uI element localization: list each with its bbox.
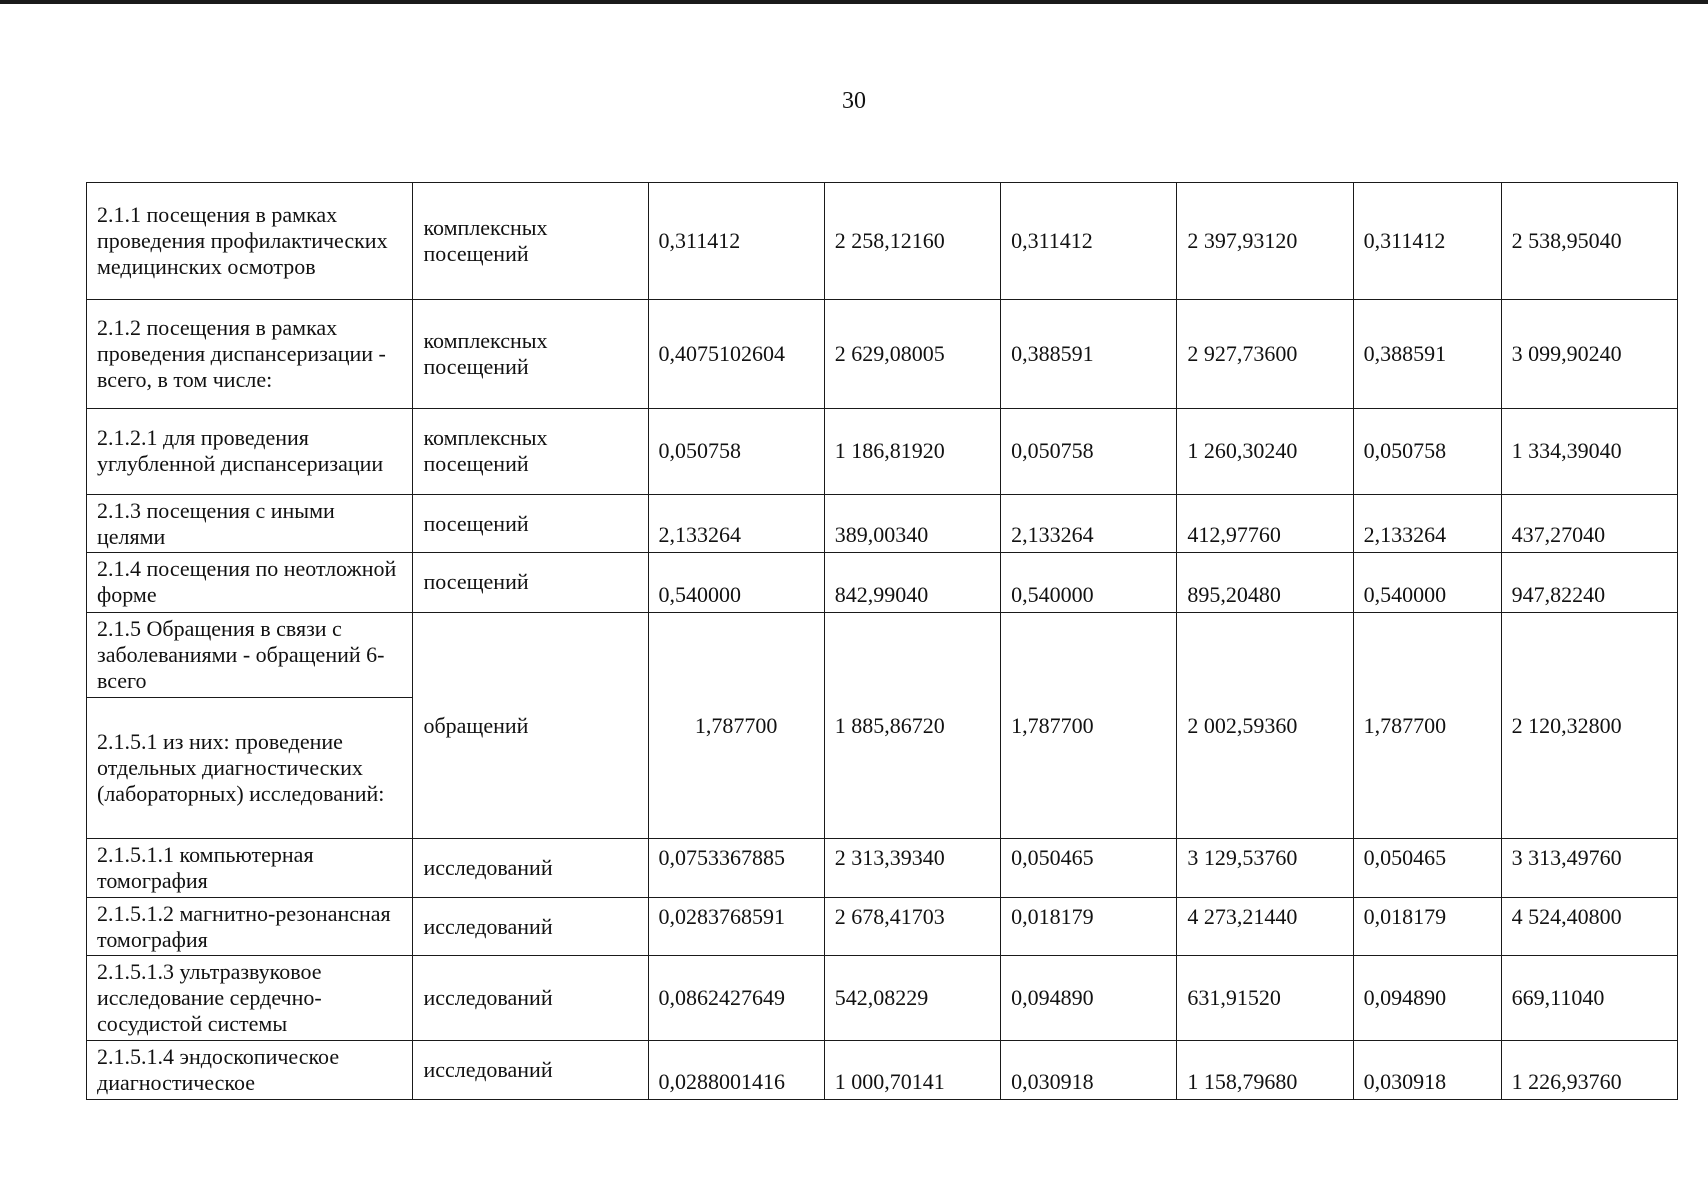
- row-value: 2,133264: [1001, 494, 1177, 552]
- row-value: 0,050758: [1353, 408, 1501, 494]
- row-value: 1 000,70141: [824, 1041, 1000, 1100]
- row-value: 1,787700: [648, 612, 824, 839]
- row-value: 1 158,79680: [1177, 1041, 1353, 1100]
- row-value: 0,018179: [1001, 897, 1177, 955]
- row-unit: исследований: [413, 839, 648, 897]
- row-value: 3 129,53760: [1177, 839, 1353, 897]
- row-value: 669,11040: [1501, 956, 1677, 1041]
- table-row: [87, 183, 1678, 300]
- row-value: 1 334,39040: [1501, 408, 1677, 494]
- row-value: 0,4075102604: [648, 299, 824, 408]
- row-value: 0,311412: [648, 183, 824, 300]
- row-unit: комплексных посещений: [413, 299, 648, 408]
- table-row: [87, 897, 1678, 955]
- row-value: 0,050758: [1001, 408, 1177, 494]
- row-name: 2.1.5.1.4 эндоскопическое диагностическое: [87, 1041, 413, 1100]
- row-value: 1 260,30240: [1177, 408, 1353, 494]
- row-unit: обращений: [413, 612, 648, 839]
- row-name: 2.1.2 посещения в рамках проведения диспансеризации - всего, в том числе:: [87, 299, 413, 408]
- row-unit: исследований: [413, 1041, 648, 1100]
- row-value: 0,0288001416: [648, 1041, 824, 1100]
- row-value: 895,20480: [1177, 553, 1353, 612]
- row-value: 3 099,90240: [1501, 299, 1677, 408]
- row-value: 542,08229: [824, 956, 1000, 1041]
- row-value: 3 313,49760: [1501, 839, 1677, 897]
- row-name-sub: 2.1.5.1 из них: проведение отдельных диагностических (лабораторных) исследований:: [87, 697, 413, 839]
- row-name: 2.1.5.1.1 компьютерная томография: [87, 839, 413, 897]
- row-value: 0,094890: [1001, 956, 1177, 1041]
- row-unit: посещений: [413, 494, 648, 552]
- row-value: 0,388591: [1353, 299, 1501, 408]
- row-value: 2 002,59360: [1177, 612, 1353, 839]
- table-row: [87, 839, 1678, 897]
- row-value: 0,311412: [1353, 183, 1501, 300]
- row-value: 2 678,41703: [824, 897, 1000, 955]
- row-value: 0,050758: [648, 408, 824, 494]
- table-row: [87, 612, 1678, 697]
- row-value: 842,99040: [824, 553, 1000, 612]
- row-value: 2 120,32800: [1501, 612, 1677, 839]
- row-value: 437,27040: [1501, 494, 1677, 552]
- row-value: 0,540000: [648, 553, 824, 612]
- table-row: [87, 553, 1678, 612]
- row-value: 0,388591: [1001, 299, 1177, 408]
- row-value: 0,540000: [1353, 553, 1501, 612]
- row-value: 0,0862427649: [648, 956, 824, 1041]
- row-value: 0,0283768591: [648, 897, 824, 955]
- row-value: 2 313,39340: [824, 839, 1000, 897]
- table-row: [87, 956, 1678, 1041]
- row-unit: комплексных посещений: [413, 183, 648, 300]
- table-row: [87, 494, 1678, 552]
- row-value: 2,133264: [1353, 494, 1501, 552]
- row-value: 412,97760: [1177, 494, 1353, 552]
- row-value: 4 273,21440: [1177, 897, 1353, 955]
- row-value: 0,050465: [1353, 839, 1501, 897]
- page-number: 30: [842, 88, 866, 114]
- row-value: 0,030918: [1001, 1041, 1177, 1100]
- row-value: 947,82240: [1501, 553, 1677, 612]
- row-value: 0,018179: [1353, 897, 1501, 955]
- row-value: 1 186,81920: [824, 408, 1000, 494]
- row-name: 2.1.3 посещения с иными целями: [87, 494, 413, 552]
- row-unit: комплексных посещений: [413, 408, 648, 494]
- row-value: 1 226,93760: [1501, 1041, 1677, 1100]
- row-value: 2 538,95040: [1501, 183, 1677, 300]
- row-name: 2.1.5.1.3 ультразвуковое исследование сердечно-сосудистой системы: [87, 956, 413, 1041]
- row-value: 0,030918: [1353, 1041, 1501, 1100]
- table-row: [87, 408, 1678, 494]
- row-value: 2 629,08005: [824, 299, 1000, 408]
- table-row: [87, 299, 1678, 408]
- row-value: 631,91520: [1177, 956, 1353, 1041]
- scan-edge: [0, 0, 1708, 4]
- row-unit: посещений: [413, 553, 648, 612]
- table-row: [87, 1041, 1678, 1100]
- row-value: 0,540000: [1001, 553, 1177, 612]
- row-value: 1 885,86720: [824, 612, 1000, 839]
- row-value: 1,787700: [1353, 612, 1501, 839]
- row-value: 0,050465: [1001, 839, 1177, 897]
- row-value: 2 397,93120: [1177, 183, 1353, 300]
- row-value: 2,133264: [648, 494, 824, 552]
- document-table: [86, 182, 1678, 1100]
- row-unit: исследований: [413, 897, 648, 955]
- row-name: 2.1.1 посещения в рамках проведения профилактических медицинских осмотров: [87, 183, 413, 300]
- row-value: 2 258,12160: [824, 183, 1000, 300]
- row-value: 2 927,73600: [1177, 299, 1353, 408]
- row-value: 1,787700: [1001, 612, 1177, 839]
- row-value: 0,0753367885: [648, 839, 824, 897]
- row-name: 2.1.5.1.2 магнитно-резонансная томография: [87, 897, 413, 955]
- row-value: 0,311412: [1001, 183, 1177, 300]
- row-value: 4 524,40800: [1501, 897, 1677, 955]
- row-name: 2.1.4 посещения по неотложной форме: [87, 553, 413, 612]
- row-name: 2.1.2.1 для проведения углубленной диспансеризации: [87, 408, 413, 494]
- row-value: 389,00340: [824, 494, 1000, 552]
- row-value: 0,094890: [1353, 956, 1501, 1041]
- row-name: 2.1.5 Обращения в связи с заболеваниями - обращений 6- всего: [87, 612, 413, 697]
- row-unit: исследований: [413, 956, 648, 1041]
